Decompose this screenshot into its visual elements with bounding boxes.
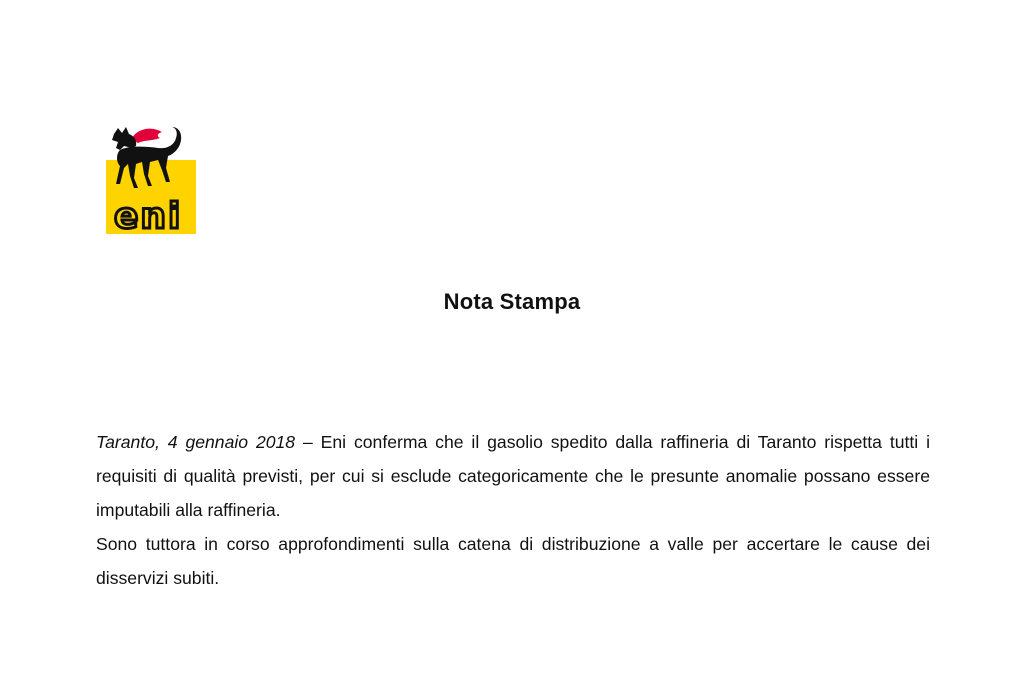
paragraph-2-text: Sono tuttora in corso approfondimenti sulla catena di distribuzione a valle per accertare le cause dei disservizi subiti.: [96, 534, 930, 588]
eni-logo: [104, 124, 198, 236]
logo-wordmark: eni: [114, 196, 183, 236]
document-title: Nota Stampa: [443, 289, 581, 314]
paragraph-2: [96, 527, 930, 595]
six-legged-dog-icon: [104, 124, 198, 236]
dateline: Taranto, 4 gennaio 2018: [96, 432, 296, 452]
paragraph-1: [96, 425, 930, 527]
paragraph-1-text: – Eni conferma che il gasolio spedito dalla raffineria di Taranto rispetta tutti i requisiti di qualità previsti, per cui si esclude categoricamente che le presunte anomalie possano essere imputabili alla raffineria.: [96, 432, 930, 520]
document-body: [96, 425, 930, 595]
